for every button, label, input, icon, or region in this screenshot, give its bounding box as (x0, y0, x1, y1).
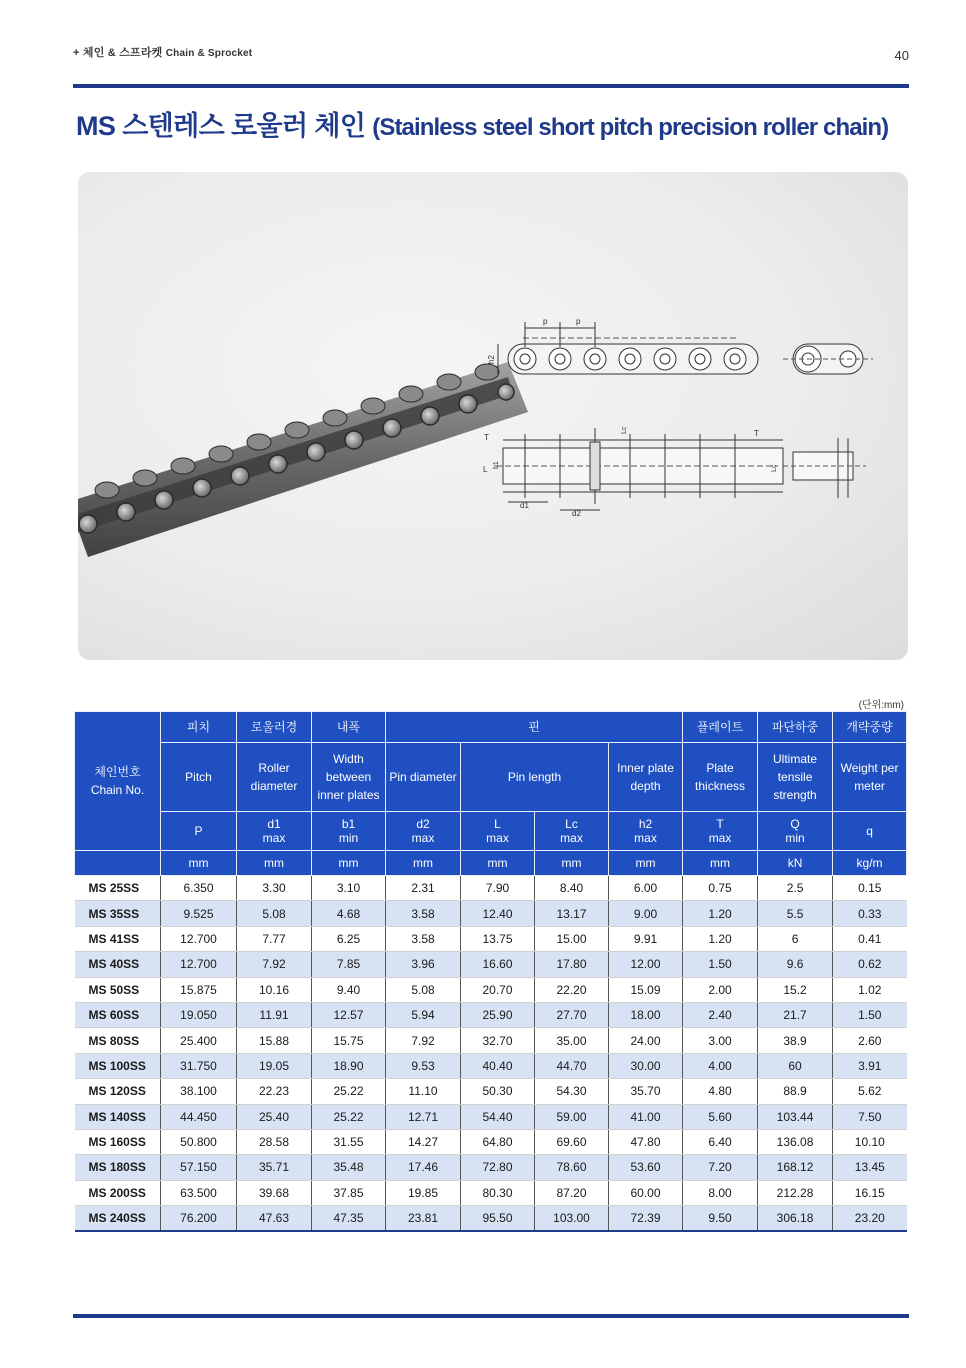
chain-no-cell: MS 60SS (75, 1002, 161, 1027)
symbol: Q (790, 817, 800, 831)
table-cell: 69.60 (535, 1129, 609, 1154)
header-weight-ko: 개략중량 (833, 712, 907, 743)
table-cell: 27.70 (535, 1002, 609, 1027)
table-cell: 4.68 (312, 901, 386, 926)
table-cell: 2.60 (833, 1028, 907, 1053)
table-cell: 63.500 (161, 1180, 237, 1205)
unit-blank (75, 851, 161, 876)
svg-text:p: p (543, 317, 548, 326)
header-plate-ko: 플레이트 (683, 712, 758, 743)
symbol-row (75, 812, 907, 851)
table-cell: 5.60 (683, 1104, 758, 1129)
header-unit: mm (609, 851, 683, 876)
symbol: q (866, 824, 873, 838)
table-cell: 12.700 (161, 926, 237, 951)
table-cell: 28.58 (237, 1129, 312, 1154)
table-cell: 25.90 (461, 1002, 535, 1027)
header-symbol (758, 812, 833, 851)
table-cell: 6 (758, 926, 833, 951)
table-row (75, 901, 907, 926)
table-cell: 0.75 (683, 876, 758, 901)
header-width-en: Width between inner plates (312, 743, 386, 812)
table-cell: 15.88 (237, 1028, 312, 1053)
header-pin-group: 핀 (386, 712, 683, 743)
chain-no-cell: MS 80SS (75, 1028, 161, 1053)
symbol-qualifier: max (411, 831, 435, 845)
table-cell: 16.15 (833, 1180, 907, 1205)
table-cell: 60 (758, 1053, 833, 1078)
table-cell: 53.60 (609, 1155, 683, 1180)
table-cell: 38.9 (758, 1028, 833, 1053)
table-cell: 47.80 (609, 1129, 683, 1154)
header-rule (73, 84, 909, 88)
table-cell: 25.40 (237, 1104, 312, 1129)
table-cell: 35.48 (312, 1155, 386, 1180)
table-cell: 1.50 (833, 1002, 907, 1027)
header-weight-en: Weight per meter (833, 743, 907, 812)
table-cell: 15.875 (161, 977, 237, 1002)
chain-no-ko: 체인번호 (94, 765, 141, 779)
table-cell: 32.70 (461, 1028, 535, 1053)
table-cell: 1.50 (683, 952, 758, 977)
header-symbol (461, 812, 535, 851)
table-cell: 11.10 (386, 1079, 461, 1104)
table-cell: 17.46 (386, 1155, 461, 1180)
table-cell: 19.85 (386, 1180, 461, 1205)
chain-no-cell: MS 25SS (75, 876, 161, 901)
table-row (75, 1129, 907, 1154)
table-row (75, 1028, 907, 1053)
table-row (75, 876, 907, 901)
table-cell: 35.70 (609, 1079, 683, 1104)
table-cell: 103.44 (758, 1104, 833, 1129)
chain-no-header (75, 712, 161, 851)
table-cell: 50.30 (461, 1079, 535, 1104)
table-cell: 3.10 (312, 876, 386, 901)
table-cell: 10.16 (237, 977, 312, 1002)
table-cell: 9.50 (683, 1206, 758, 1232)
table-cell: 6.40 (683, 1129, 758, 1154)
table-cell: 47.35 (312, 1206, 386, 1232)
page-title (76, 104, 888, 143)
table-cell: 12.57 (312, 1002, 386, 1027)
table-cell: 5.94 (386, 1002, 461, 1027)
table-cell: 3.96 (386, 952, 461, 977)
table-cell: 2.5 (758, 876, 833, 901)
table-cell: 0.62 (833, 952, 907, 977)
header-unit: mm (683, 851, 758, 876)
header-roller-ko: 로울러경 (237, 712, 312, 743)
table-cell: 7.50 (833, 1104, 907, 1129)
table-cell: 14.27 (386, 1129, 461, 1154)
table-cell: 12.40 (461, 901, 535, 926)
table-cell: 23.20 (833, 1206, 907, 1232)
table-cell: 9.53 (386, 1053, 461, 1078)
table-cell: 2.31 (386, 876, 461, 901)
table-cell: 17.80 (535, 952, 609, 977)
table-cell: 19.05 (237, 1053, 312, 1078)
symbol: Lc (565, 817, 578, 831)
table-cell: 37.85 (312, 1180, 386, 1205)
header-symbol (237, 812, 312, 851)
chain-no-en: Chain No. (90, 783, 145, 797)
title-sub: (Stainless steel short pitch precision roller chain) (372, 114, 889, 141)
table-cell: 13.75 (461, 926, 535, 951)
table-cell: 5.08 (237, 901, 312, 926)
table-cell: 35.00 (535, 1028, 609, 1053)
table-cell: 9.00 (609, 901, 683, 926)
table-cell: 12.700 (161, 952, 237, 977)
table-cell: 35.71 (237, 1155, 312, 1180)
unit-row (75, 851, 907, 876)
svg-text:Lc: Lc (621, 426, 628, 434)
table-cell: 306.18 (758, 1206, 833, 1232)
table-cell: 9.91 (609, 926, 683, 951)
chain-illustration (78, 172, 908, 660)
table-cell: 44.70 (535, 1053, 609, 1078)
table-cell: 76.200 (161, 1206, 237, 1232)
table-cell: 4.00 (683, 1053, 758, 1078)
table-row (75, 1002, 907, 1027)
table-cell: 87.20 (535, 1180, 609, 1205)
title-main: MS 스텐레스 로울러 체인 (76, 111, 366, 141)
table-cell: 8.00 (683, 1180, 758, 1205)
svg-text:T: T (484, 433, 489, 442)
table-cell: 78.60 (535, 1155, 609, 1180)
table-cell: 57.150 (161, 1155, 237, 1180)
table-cell: 47.63 (237, 1206, 312, 1232)
product-photo (78, 172, 908, 660)
chain-no-cell: MS 100SS (75, 1053, 161, 1078)
table-cell: 50.800 (161, 1129, 237, 1154)
chain-photo (78, 362, 528, 557)
header-symbol (312, 812, 386, 851)
table-cell: 136.08 (758, 1129, 833, 1154)
table-cell: 5.5 (758, 901, 833, 926)
table-cell: 23.81 (386, 1206, 461, 1232)
svg-text:b1: b1 (493, 461, 500, 469)
table-cell: 25.22 (312, 1104, 386, 1129)
table-cell: 64.80 (461, 1129, 535, 1154)
header-unit: kg/m (833, 851, 907, 876)
svg-text:d2: d2 (572, 509, 581, 518)
table-cell: 9.40 (312, 977, 386, 1002)
symbol: P (194, 824, 203, 838)
header-unit: mm (161, 851, 237, 876)
chain-no-cell: MS 140SS (75, 1104, 161, 1129)
table-cell: 7.92 (237, 952, 312, 977)
table-row (75, 1053, 907, 1078)
header-symbol (386, 812, 461, 851)
table-cell: 7.90 (461, 876, 535, 901)
table-cell: 15.2 (758, 977, 833, 1002)
table-cell: 72.80 (461, 1155, 535, 1180)
spec-body (75, 876, 907, 1232)
table-cell: 80.30 (461, 1180, 535, 1205)
symbol: T (716, 817, 724, 831)
page-header (73, 44, 909, 64)
chain-no-cell: MS 41SS (75, 926, 161, 951)
table-cell: 168.12 (758, 1155, 833, 1180)
table-cell: 22.23 (237, 1079, 312, 1104)
table-cell: 7.85 (312, 952, 386, 977)
table-cell: 4.80 (683, 1079, 758, 1104)
table-cell: 6.00 (609, 876, 683, 901)
svg-text:h2: h2 (487, 355, 496, 364)
table-cell: 31.750 (161, 1053, 237, 1078)
svg-text:T: T (754, 429, 759, 438)
table-cell: 103.00 (535, 1206, 609, 1232)
table-cell: 3.58 (386, 901, 461, 926)
svg-text:L: L (483, 465, 488, 474)
chain-no-cell: MS 40SS (75, 952, 161, 977)
table-cell: 44.450 (161, 1104, 237, 1129)
table-cell: 54.40 (461, 1104, 535, 1129)
header-pin-length: Pin length (461, 743, 609, 812)
table-row (75, 977, 907, 1002)
table-cell: 30.00 (609, 1053, 683, 1078)
table-row (75, 1155, 907, 1180)
chain-no-cell: MS 35SS (75, 901, 161, 926)
table-cell: 95.50 (461, 1206, 535, 1232)
header-unit: mm (535, 851, 609, 876)
table-cell: 1.20 (683, 926, 758, 951)
table-cell: 5.62 (833, 1079, 907, 1104)
table-cell: 18.90 (312, 1053, 386, 1078)
table-row (75, 1079, 907, 1104)
table-cell: 6.25 (312, 926, 386, 951)
table-cell: 3.91 (833, 1053, 907, 1078)
table-cell: 7.20 (683, 1155, 758, 1180)
header-inner-plate-depth: Inner plate depth (609, 743, 683, 812)
symbol: b1 (341, 817, 356, 831)
footer-rule (73, 1314, 909, 1318)
table-row (75, 1206, 907, 1232)
header-pin-diameter: Pin diameter (386, 743, 461, 812)
technical-drawing (483, 317, 873, 518)
table-cell: 6.350 (161, 876, 237, 901)
chain-no-cell: MS 160SS (75, 1129, 161, 1154)
table-row (75, 1180, 907, 1205)
header-symbol (161, 812, 237, 851)
header-pitch-en: Pitch (161, 743, 237, 812)
table-cell: 11.91 (237, 1002, 312, 1027)
header-tensile-ko: 파단하중 (758, 712, 833, 743)
table-cell: 0.41 (833, 926, 907, 951)
table-cell: 41.00 (609, 1104, 683, 1129)
header-symbol (609, 812, 683, 851)
header-pitch-ko: 피치 (161, 712, 237, 743)
table-cell: 21.7 (758, 1002, 833, 1027)
table-cell: 22.20 (535, 977, 609, 1002)
header-symbol (833, 812, 907, 851)
table-cell: 15.00 (535, 926, 609, 951)
table-cell: 0.33 (833, 901, 907, 926)
chain-no-cell: MS 180SS (75, 1155, 161, 1180)
symbol: h2 (638, 817, 653, 831)
table-cell: 31.55 (312, 1129, 386, 1154)
table-cell: 20.70 (461, 977, 535, 1002)
table-cell: 18.00 (609, 1002, 683, 1027)
table-cell: 24.00 (609, 1028, 683, 1053)
table-cell: 12.71 (386, 1104, 461, 1129)
table-cell: 25.400 (161, 1028, 237, 1053)
table-cell: 15.75 (312, 1028, 386, 1053)
table-cell: 2.40 (683, 1002, 758, 1027)
chain-no-cell: MS 200SS (75, 1180, 161, 1205)
table-cell: 19.050 (161, 1002, 237, 1027)
symbol-qualifier: max (262, 831, 286, 845)
table-cell: 8.40 (535, 876, 609, 901)
header-symbol (535, 812, 609, 851)
header-symbol (683, 812, 758, 851)
breadcrumb (73, 44, 252, 60)
symbol-qualifier: max (486, 831, 509, 845)
symbol: L (494, 817, 501, 831)
symbol-qualifier: max (708, 831, 732, 845)
table-row (75, 1104, 907, 1129)
header-roller-en: Roller diameter (237, 743, 312, 812)
table-cell: 3.58 (386, 926, 461, 951)
table-cell: 1.02 (833, 977, 907, 1002)
table-cell: 59.00 (535, 1104, 609, 1129)
page-number: 40 (894, 48, 909, 63)
table-cell: 15.09 (609, 977, 683, 1002)
table-cell: 7.92 (386, 1028, 461, 1053)
table-cell: 212.28 (758, 1180, 833, 1205)
symbol-qualifier: max (560, 831, 583, 845)
breadcrumb-ko: + 체인 & 스프라켓 (73, 47, 163, 59)
table-cell: 3.30 (237, 876, 312, 901)
table-cell: 13.45 (833, 1155, 907, 1180)
table-cell: 5.08 (386, 977, 461, 1002)
header-unit: mm (461, 851, 535, 876)
table-cell: 72.39 (609, 1206, 683, 1232)
unit-note: (단위:mm) (858, 700, 904, 711)
table-cell: 9.525 (161, 901, 237, 926)
table-cell: 9.6 (758, 952, 833, 977)
svg-text:p: p (576, 317, 581, 326)
table-cell: 88.9 (758, 1079, 833, 1104)
table-cell: 7.77 (237, 926, 312, 951)
table-cell: 60.00 (609, 1180, 683, 1205)
table-cell: 10.10 (833, 1129, 907, 1154)
table-cell: 12.00 (609, 952, 683, 977)
chain-no-cell: MS 120SS (75, 1079, 161, 1104)
chain-no-cell: MS 50SS (75, 977, 161, 1002)
symbol: d1 (267, 817, 281, 831)
table-cell: 39.68 (237, 1180, 312, 1205)
spec-table (74, 711, 907, 1232)
header-unit: mm (386, 851, 461, 876)
symbol-qualifier: max (634, 831, 657, 845)
table-cell: 54.30 (535, 1079, 609, 1104)
table-cell: 16.60 (461, 952, 535, 977)
header-unit: kN (758, 851, 833, 876)
svg-text:d1: d1 (520, 501, 529, 510)
table-cell: 38.100 (161, 1079, 237, 1104)
symbol: d2 (416, 817, 430, 831)
header-unit: mm (312, 851, 386, 876)
header-unit: mm (237, 851, 312, 876)
table-cell: 2.00 (683, 977, 758, 1002)
table-row (75, 926, 907, 951)
table-row (75, 952, 907, 977)
symbol-qualifier: min (338, 831, 359, 845)
table-cell: 40.40 (461, 1053, 535, 1078)
svg-text:Lc: Lc (771, 464, 778, 472)
header-tensile-en: Ultimate tensile strength (758, 743, 833, 812)
chain-no-cell: MS 240SS (75, 1206, 161, 1232)
table-cell: 0.15 (833, 876, 907, 901)
table-cell: 13.17 (535, 901, 609, 926)
header-plate-en: Plate thickness (683, 743, 758, 812)
symbol-qualifier: min (785, 831, 805, 845)
breadcrumb-en: Chain & Sprocket (165, 48, 253, 59)
header-width-ko: 내폭 (312, 712, 386, 743)
table-cell: 25.22 (312, 1079, 386, 1104)
table-cell: 3.00 (683, 1028, 758, 1053)
table-cell: 1.20 (683, 901, 758, 926)
